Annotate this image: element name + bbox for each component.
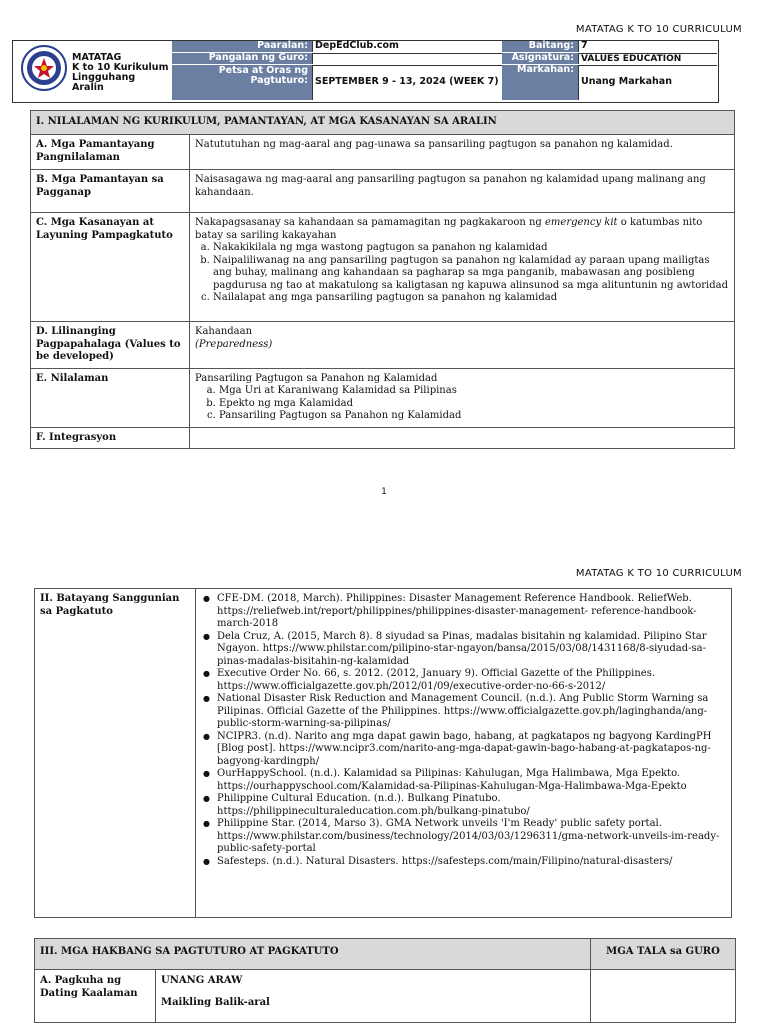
- row-e-label: E. Nilalaman: [31, 368, 190, 427]
- day-label: UNANG ARAW: [161, 975, 243, 986]
- row-e-list: [195, 385, 729, 423]
- row-d-content: [190, 322, 735, 369]
- row-c-label: C. Mga Kasanayan at Layuning Pampagkatuto: [31, 213, 190, 322]
- row-d-text-em: (Preparedness): [195, 338, 273, 350]
- row-e-text: Pansariling Pagtugon sa Panahon ng Kalamidad: [195, 372, 438, 384]
- notes-cell: [591, 970, 736, 1023]
- row-b-label: B. Mga Pamantayan sa Pagganap: [31, 170, 190, 213]
- row-a-text: Natututuhan ng mag-aaral ang pag-unawa sa pansariling pagtugon sa panahon ng kalamidad.: [190, 135, 735, 170]
- row-a-label: A. Mga Pamantayang Pangnilalaman: [31, 135, 190, 170]
- notes-header: MGA TALA sa GURO: [591, 939, 736, 970]
- baitang-label: Baitang:: [502, 41, 578, 52]
- list-item: c. Pansariling Pagtugon sa Panahon ng Kalamidad: [219, 410, 729, 423]
- section-1-title: I. NILALAMAN NG KURIKULUM, PAMANTAYAN, AT MGA KASANAYAN SA ARALIN: [31, 111, 735, 135]
- list-item: a. Nakakikilala ng mga wastong pagtugon sa panahon ng kalamidad: [213, 242, 729, 255]
- header-logo-text: MATATAG K to 10 Kurikulum Lingguhang Aralin: [72, 52, 169, 93]
- row-c-list: [195, 242, 729, 305]
- references-list: [201, 593, 726, 868]
- section-3-table: [34, 938, 736, 1023]
- list-item: ● Philippine Cultural Education. (n.d.). Bulkang Pinatubo. https://philippineculturaleducation.com.ph/bulkang-pinatubo/: [201, 793, 726, 818]
- row-e-content: [190, 368, 735, 427]
- curriculum-label-page-2: MATATAG K TO 10 CURRICULUM: [575, 568, 742, 579]
- activity-label: Maikling Balik-aral: [161, 997, 270, 1008]
- section-2-label: II. Batayang Sanggunian sa Pagkatuto: [35, 589, 196, 918]
- page-number: 1: [381, 487, 387, 497]
- row-b-text: Naisasagawa ng mag-aaral ang pansariling pagtugon sa panahon ng kalamidad upang malinang ang kahandaan.: [190, 170, 735, 213]
- row-f-text: [190, 427, 735, 449]
- list-item: ● Executive Order No. 66, s. 2012. (2012, January 9). Official Gazette of the Philippines. https://www.officialgazette.gov.ph/2012/01/09/executive-order-no-66-s-2012/: [201, 668, 726, 693]
- guro-value: [312, 53, 502, 64]
- row-f-label: F. Integrasyon: [31, 427, 190, 449]
- list-item: c. Nailalapat ang mga pansariling pagtugon sa panahon ng kalamidad: [213, 292, 729, 305]
- references-cell: [196, 589, 732, 918]
- deped-seal-icon: [20, 44, 68, 92]
- list-item: ● NCIPR3. (n.d). Narito ang mga dapat gawin bago, habang, at pagkatapos ng bagyong KardingPH [Blog post]. https://www.ncipr3.com/narito-ang-mga-dapat-gawin-bago-habang-at-pagkatapos-ng-bagyong-kardingph/: [201, 731, 726, 769]
- list-item: ● Safesteps. (n.d.). Natural Disasters. https://safesteps.com/main/Filipino/natural-disasters/: [201, 856, 726, 869]
- row-3a-content: [156, 970, 591, 1023]
- list-item: a. Mga Uri at Karaniwang Kalamidad sa Pilipinas: [219, 385, 729, 398]
- list-item: b. Naipaliliwanag na ang pansariling pagtugon sa panahon ng kalamidad ay paraan upang mailigtas ang buhay, malinang ang kahandaan sa pagharap sa mga panganib, mabawasan ang posibleng pagdurusa ng tao at makatulong sa kaligtasan ng kapuwa alinsunod sa mga alituntunin ng awtoridad: [213, 255, 729, 293]
- curriculum-label: MATATAG K TO 10 CURRICULUM: [575, 24, 742, 35]
- row-d-label: D. Lilinanging Pagpapahalaga (Values to be developed): [31, 322, 190, 369]
- list-item: ● CFE-DM. (2018, March). Philippines: Disaster Management Reference Handbook. ReliefWeb. https://reliefweb.int/report/philippines/philippines-disaster-management- reference-handbook-march-2018: [201, 593, 726, 631]
- row-c-intro-em: emergency kit: [545, 217, 618, 228]
- markahan-value: Unang Markahan: [578, 65, 717, 100]
- list-item: ● Dela Cruz, A. (2015, March 8). 8 siyudad sa Pinas, madalas bisitahin ng kalamidad. Pilipino Star Ngayon. https://www.philstar.com/pilipino-star-ngayon/bansa/2015/03/08/1431168/8-siyudad-sa-pinas-madalas-bisitahin-ng-kalamidad: [201, 631, 726, 669]
- section-2-table: [34, 588, 732, 918]
- row-d-text: Kahandaan: [195, 326, 253, 337]
- section-1-table: [30, 110, 735, 449]
- baitang-value: 7: [578, 41, 717, 52]
- paaralan-label: Paaralan:: [172, 41, 312, 52]
- row-c-intro-2: o katumbas nito batay sa sariling kakayahan: [195, 217, 703, 241]
- guro-label: Pangalan ng Guro:: [172, 53, 312, 64]
- paaralan-value: DepEdClub.com: [312, 41, 502, 52]
- row-c-intro-1: Nakapagsasanay sa kahandaan sa pamamagitan ng pagkakaroon ng: [195, 217, 546, 228]
- asignatura-label: Asignatura:: [502, 53, 578, 64]
- markahan-label: Markahan:: [502, 65, 578, 100]
- row-3a-label: A. Pagkuha ng Dating Kaalaman: [35, 970, 156, 1023]
- asignatura-value: VALUES EDUCATION: [578, 53, 717, 64]
- petsa-value: SEPTEMBER 9 - 13, 2024 (WEEK 7): [312, 65, 502, 100]
- list-item: b. Epekto ng mga Kalamidad: [219, 398, 729, 411]
- list-item: ● Philippine Star. (2014, Marso 3). GMA Network unveils 'I'm Ready' public safety portal. https://www.philstar.com/business/technology/2014/03/03/1296311/gma-network-unveils-im-ready-public-safety-portal: [201, 818, 726, 856]
- section-3-title: III. MGA HAKBANG SA PAGTUTURO AT PAGKATUTO: [35, 939, 591, 970]
- petsa-label: Petsa at Oras ng Pagtuturo:: [172, 65, 312, 100]
- list-item: ● National Disaster Risk Reduction and Management Council. (n.d.). Ang Public Storm Warning sa Pilipinas. Official Gazette of the Philippines. https://www.officialgazette.gov.ph/laginghanda/ang-public-storm-warning-sa-pilipinas/: [201, 693, 726, 731]
- row-c-content: [190, 213, 735, 322]
- list-item: ● OurHappySchool. (n.d.). Kalamidad sa Pilipinas: Kahulugan, Mga Halimbawa, Mga Epekto. https://ourhappyschool.com/Kalamidad-sa-Pilipinas-Kahulugan-Mga-Halimbawa-Mga-Epekto: [201, 768, 726, 793]
